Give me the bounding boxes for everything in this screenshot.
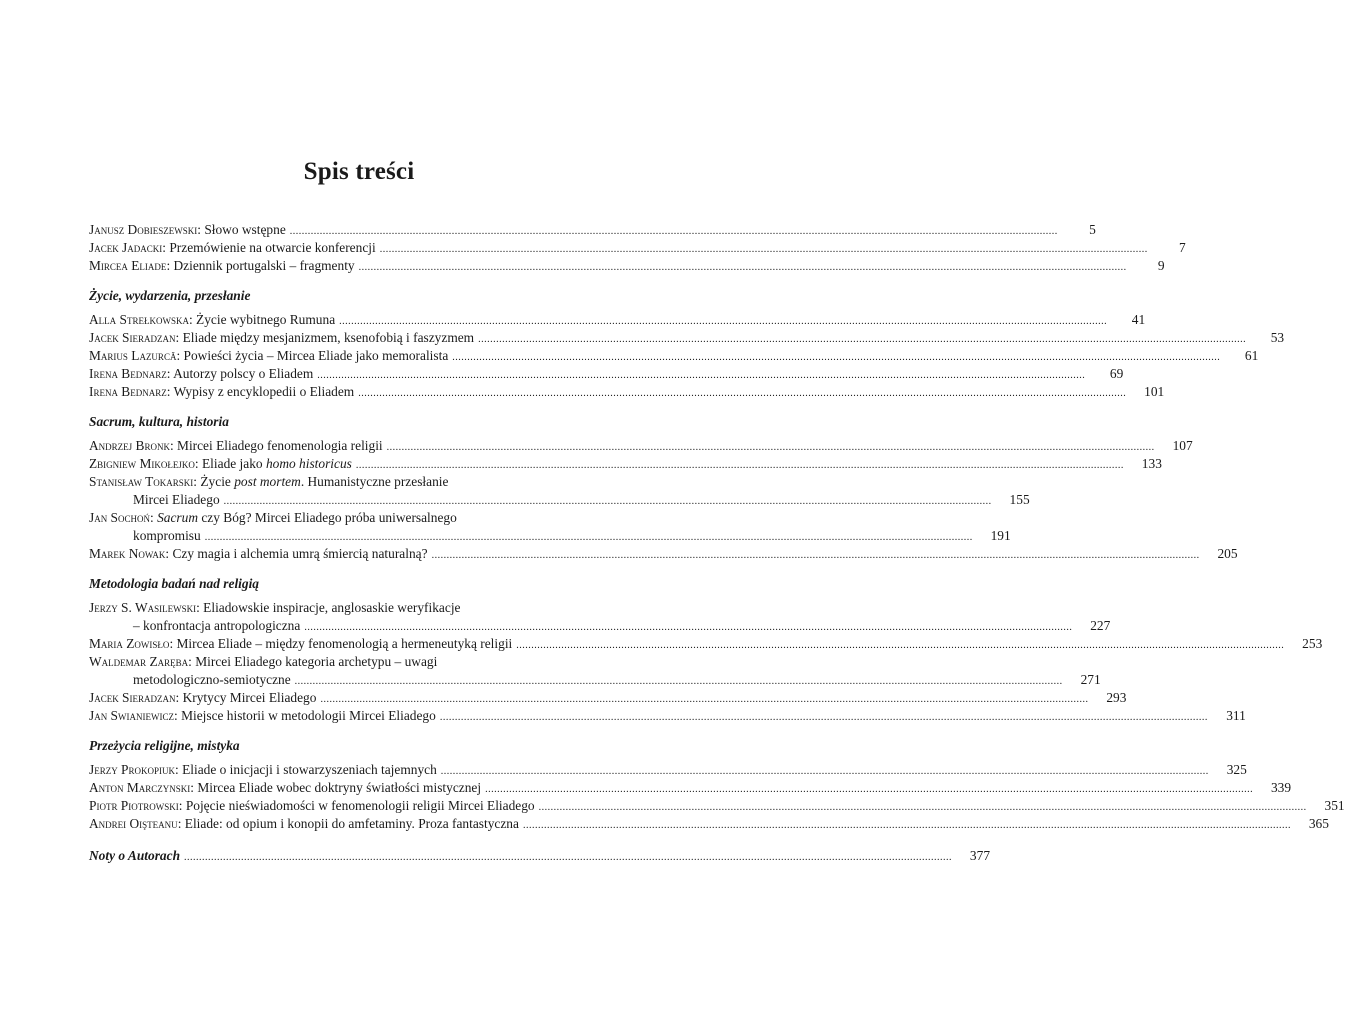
toc-entry: Alla Strełkowska: Życie wybitnego Rumuna ..... 41	[89, 311, 625, 329]
entry-page: 107	[1172, 438, 1193, 453]
toc-entry: Maria Zowisło: Mircea Eliade – między fenomenologią a hermeneutyką religii ..... 253	[89, 635, 625, 653]
entry-title: Życie	[200, 474, 235, 489]
entry-title-rest: . Humanistyczne przesłanie	[300, 474, 449, 489]
toc-entry: Andrei Oişteanu: Eliade: od opium i konopii do amfetaminy. Proza fantastyczna ..... 365	[89, 815, 625, 833]
toc-entry: Zbigniew Mikołejko: Eliade jako homo historicus ..... 133	[89, 455, 625, 473]
leader-dots	[516, 637, 1284, 655]
toc-entry: Irena Bednarz: Autorzy polscy o Eliadem ..... 69	[89, 365, 625, 383]
entry-author: Marius Lazurcă	[89, 348, 177, 363]
entry-title: Życie wybitnego Rumuna	[196, 312, 336, 327]
entry-title: Powieści życia – Mircea Eliade jako memoralista	[183, 348, 449, 363]
entry-page: 339	[1270, 780, 1292, 795]
entry-author: Zbigniew Mikołejko	[89, 456, 195, 471]
entry-page: 377	[969, 848, 991, 863]
toc-entry: Marius Lazurcă: Powieści życia – Mircea Eliade jako memoralista ..... 61	[89, 347, 625, 365]
toc-entry: Jan Sochoń: Sacrum czy Bóg? Mircei Eliadego próba uniwersalnego kompromisu ..... 191	[89, 509, 625, 545]
entry-page: 7	[1179, 240, 1186, 255]
leader-dots	[380, 241, 1148, 259]
toc-section	[89, 575, 1323, 725]
section-heading: Metodologia badań nad religią	[89, 576, 259, 591]
entry-page: 69	[1109, 366, 1124, 381]
entry-author: Maria Zowisło	[89, 636, 170, 651]
entry-title: Przemówienie na otwarcie konferencji	[169, 240, 376, 255]
entry-author: Jacek Jadacki	[89, 240, 163, 255]
entry-page: 191	[990, 528, 1011, 543]
entry-page: 325	[1226, 762, 1247, 777]
entry-author: Jan Swianiewicz	[89, 708, 174, 723]
entry-title: Autorzy polscy o Eliadem	[173, 366, 314, 381]
entry-page: 271	[1080, 672, 1101, 687]
entry-author: Andrzej Bronk	[89, 438, 170, 453]
entry-author: Irena Bednarz	[89, 366, 167, 381]
toc-entry: Jan Swianiewicz: Miejsce historii w metodologii Mircei Eliadego ..... 311	[89, 707, 625, 725]
toc-entry: Andrzej Bronk: Mircei Eliadego fenomenologia religii ..... 107	[89, 437, 625, 455]
leader-dots	[295, 673, 1063, 691]
entry-author: Jan Sochoń	[89, 510, 151, 525]
entry-title: Mircea Eliade wobec doktryny światłości mistycznej	[197, 780, 482, 795]
entry-title: Mircei Eliadego fenomenologia religii	[177, 438, 383, 453]
entry-title-italic: post mortem	[234, 474, 301, 489]
leader-dots	[387, 439, 1155, 457]
entry-page: 133	[1141, 456, 1162, 471]
leader-dots	[440, 709, 1208, 727]
entry-author: Jerzy Prokopiuk	[89, 762, 176, 777]
entry-title-continuation: kompromisu	[133, 528, 201, 543]
toc-section	[89, 287, 1285, 401]
entry-page: 155	[1009, 492, 1030, 507]
entry-title: Eliade jako	[202, 456, 266, 471]
entry-page: 101	[1144, 384, 1165, 399]
entry-author: Marek Nowak	[89, 546, 166, 561]
entry-title: Eliade o inicjacji i stowarzyszeniach tajemnych	[182, 762, 437, 777]
entry-title: Eliadowskie inspiracje, anglosaskie weryfikacje	[203, 600, 461, 615]
toc-entry: Jacek Jadacki: Przemówienie na otwarcie konferencji ..... 7	[89, 239, 625, 257]
entry-author: Piotr Piotrowski	[89, 798, 179, 813]
entry-page: 9	[1157, 258, 1165, 273]
leader-dots	[290, 223, 1058, 241]
toc-entry	[89, 847, 991, 865]
entry-page: 205	[1217, 546, 1238, 561]
table-of-contents	[89, 221, 1345, 865]
toc-entry: Jerzy S. Wasilewski: Eliadowskie inspiracje, anglosaskie weryfikacje – konfrontacja antropologiczna ..... 227	[89, 599, 625, 635]
entry-page: 5	[1089, 222, 1096, 237]
entry-title: Miejsce historii w metodologii Mircei Eliadego	[181, 708, 436, 723]
entry-author: Jacek Sieradzan	[89, 690, 176, 705]
entry-title: Wypisy z encyklopedii o Eliadem	[173, 384, 355, 399]
entry-title: Mircei Eliadego kategoria archetypu – uwagi	[195, 654, 438, 669]
entry-author: Irena Bednarz	[89, 384, 167, 399]
leader-dots	[184, 849, 952, 867]
toc-section	[89, 737, 1345, 833]
entry-page: 311	[1226, 708, 1246, 723]
page-title: Spis treści	[303, 158, 415, 185]
toc-entry: Anton Marczynski: Mircea Eliade wobec doktryny światłości mistycznej ..... 339	[89, 779, 625, 797]
entry-page: 227	[1090, 618, 1111, 633]
entry-title: Słowo wstępne	[204, 222, 286, 237]
entry-page: 365	[1308, 816, 1329, 831]
entry-title: Pojęcie nieświadomości w fenomenologii religii Mircei Eliadego	[185, 798, 535, 813]
toc-closing	[89, 847, 991, 865]
entry-author: Anton Marczynski	[89, 780, 191, 795]
entry-title: Czy magia i alchemia umrą śmiercią naturalną?	[172, 546, 428, 561]
entry-author: Janusz Dobieszewski	[89, 222, 198, 237]
leader-dots	[485, 781, 1253, 799]
entry-page: 53	[1270, 330, 1285, 345]
leader-dots	[317, 367, 1085, 385]
entry-page: 61	[1244, 348, 1259, 363]
entry-title-italic: Sacrum	[157, 510, 199, 525]
toc-entry: Waldemar Zaręba: Mircei Eliadego kategoria archetypu – uwagi metodologiczno-semiotyczne ..... 271	[89, 653, 625, 689]
section-heading: Przeżycia religijne, mistyka	[89, 738, 240, 753]
entry-author: Jerzy S. Wasilewski	[89, 600, 197, 615]
entry-title: czy Bóg? Mircei Eliadego próba uniwersalnego	[198, 510, 457, 525]
entry-title: Eliade między mesjanizmem, ksenofobią i faszyzmem	[182, 330, 475, 345]
entry-page: 253	[1302, 636, 1323, 651]
entry-page: 351	[1324, 798, 1345, 813]
entry-author: Waldemar Zaręba	[89, 654, 189, 669]
entry-title: Dziennik portugalski – fragmenty	[173, 258, 355, 273]
entry-author: Jacek Sieradzan	[89, 330, 176, 345]
toc-entry: Irena Bednarz: Wypisy z encyklopedii o Eliadem ..... 101	[89, 383, 625, 401]
entry-author: Alla Strełkowska	[89, 312, 189, 327]
leader-dots	[356, 457, 1124, 475]
entry-title: Mircea Eliade – między fenomenologią a hermeneutyką religii	[176, 636, 513, 651]
toc-entry: Janusz Dobieszewski: Słowo wstępne ..... 5	[89, 221, 625, 239]
leader-dots	[359, 259, 1127, 277]
entry-author: Mircea Eliade	[89, 258, 167, 273]
entry-title: Noty o Autorach	[89, 848, 181, 863]
entry-title: Eliade: od opium i konopii do amfetaminy. Proza fantastyczna	[184, 816, 519, 831]
toc-entry: Jerzy Prokopiuk: Eliade o inicjacji i stowarzyszeniach tajemnych ..... 325	[89, 761, 625, 779]
entry-author: Stanisław Tokarski	[89, 474, 194, 489]
leader-dots	[432, 547, 1200, 565]
leader-dots	[539, 799, 1307, 817]
leader-dots	[523, 817, 1291, 835]
toc-entry: Jacek Sieradzan: Eliade między mesjanizmem, ksenofobią i faszyzmem ..... 53	[89, 329, 625, 347]
leader-dots	[358, 385, 1126, 403]
entry-page: 41	[1131, 312, 1146, 327]
entry-title-continuation: – konfrontacja antropologiczna	[133, 618, 301, 633]
toc-entry: Piotr Piotrowski: Pojęcie nieświadomości w fenomenologii religii Mircei Eliadego ..... 351	[89, 797, 625, 815]
section-heading: Sacrum, kultura, historia	[89, 414, 229, 429]
toc-entry: Jacek Sieradzan: Krytycy Mircei Eliadego ..... 293	[89, 689, 625, 707]
toc-section	[89, 413, 1238, 563]
leader-dots	[478, 331, 1246, 349]
entry-title-italic: homo historicus	[265, 456, 352, 471]
toc-entry: Stanisław Tokarski: Życie post mortem. Humanistyczne przesłanie Mircei Eliadego ..... 155	[89, 473, 625, 509]
entry-title-continuation: metodologiczno-semiotyczne	[133, 672, 291, 687]
toc-front-section	[89, 221, 1186, 275]
entry-title: Krytycy Mircei Eliadego	[182, 690, 317, 705]
toc-entry: Marek Nowak: Czy magia i alchemia umrą śmiercią naturalną? ..... 205	[89, 545, 625, 563]
section-heading: Życie, wydarzenia, przesłanie	[89, 288, 251, 303]
entry-page: 293	[1106, 690, 1127, 705]
entry-title-continuation: Mircei Eliadego	[133, 492, 220, 507]
leader-dots	[441, 763, 1209, 781]
entry-author: Andrei Oişteanu	[89, 816, 178, 831]
toc-entry: Mircea Eliade: Dziennik portugalski – fragmenty ..... 9	[89, 257, 625, 275]
